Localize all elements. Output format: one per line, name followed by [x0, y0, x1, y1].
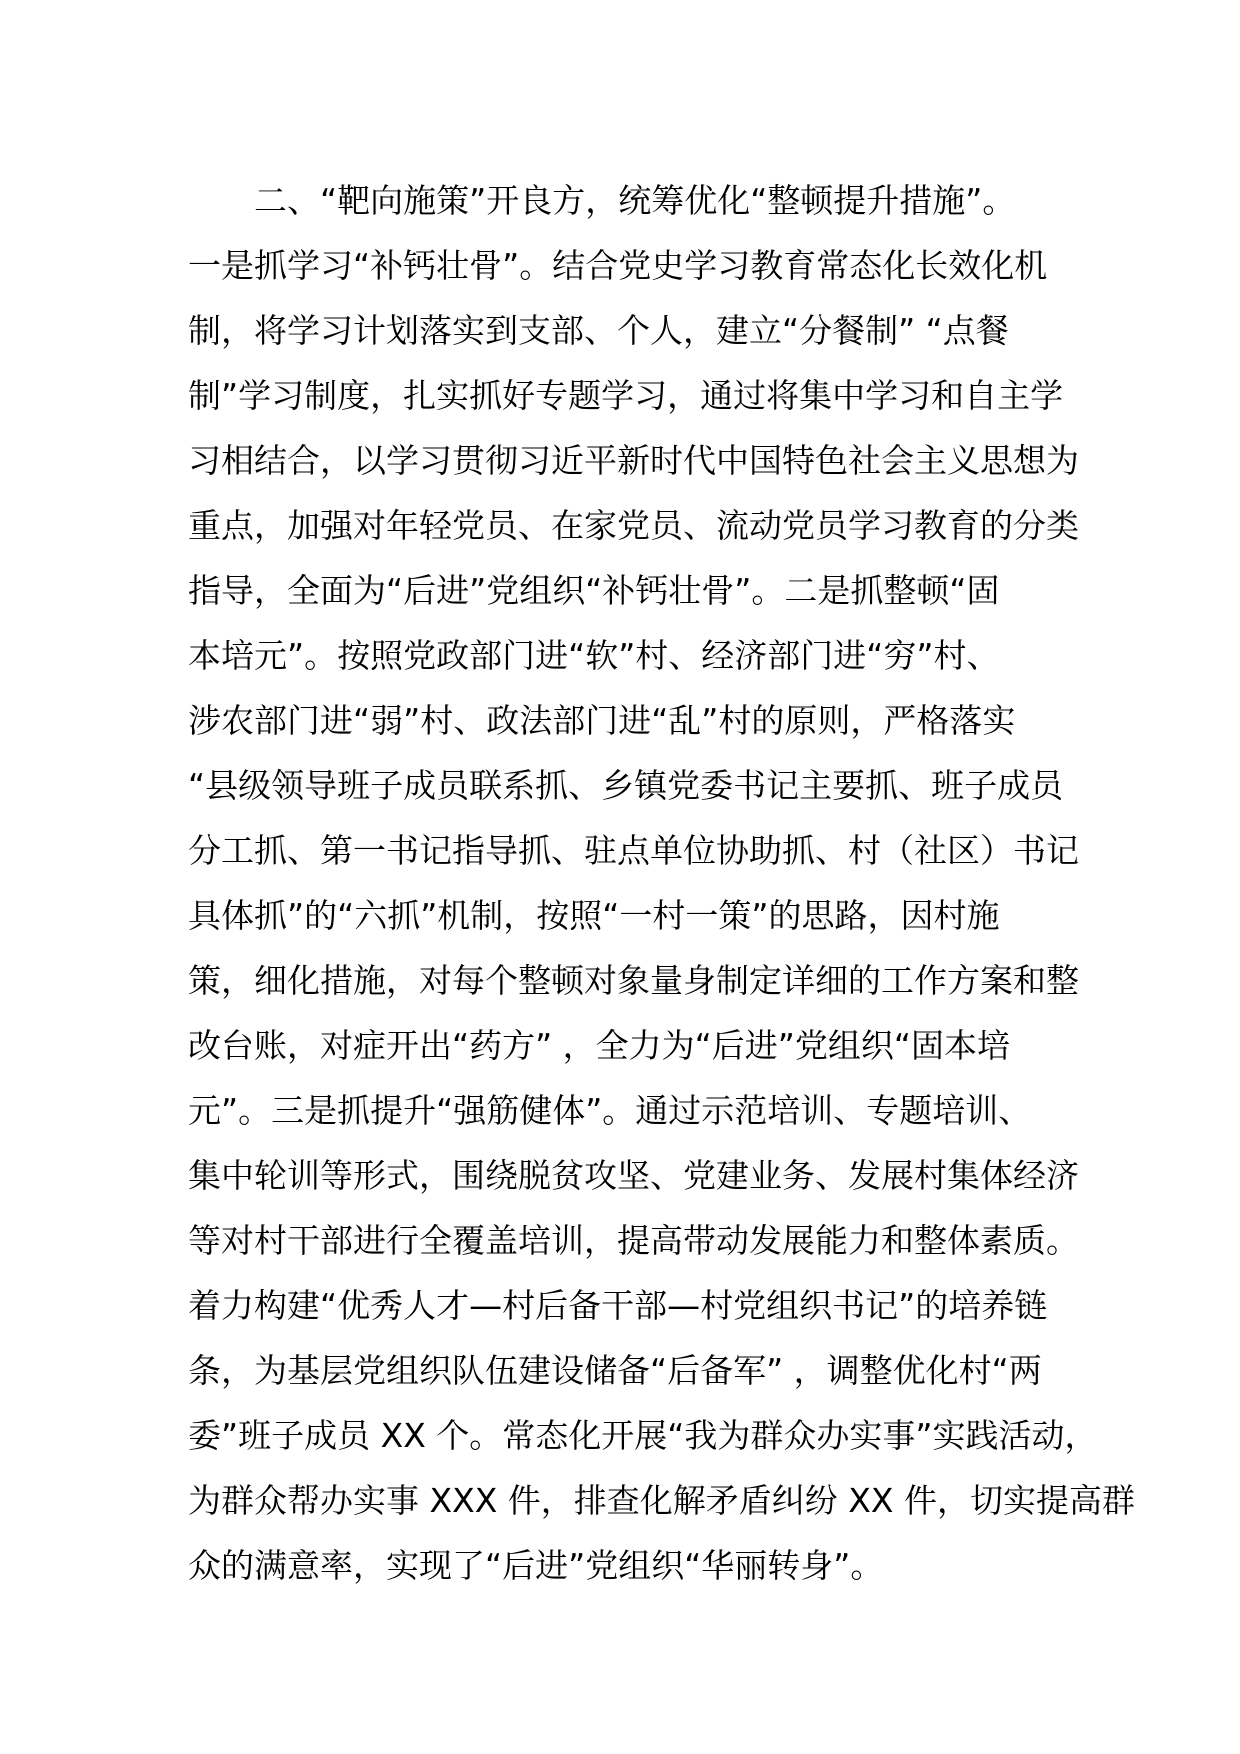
- paragraph-line: 本培元”。按照党政部门进“软”村、经济部门进“穷”村、: [188, 636, 1000, 675]
- paragraph-line: 为群众帮办实事 XXX 件，排查化解矛盾纠纷 XX 件，切实提高群: [188, 1481, 1135, 1520]
- paragraph-line: 委”班子成员 XX 个。常态化开展“我为群众办实事”实践活动，: [188, 1416, 1098, 1455]
- paragraph-line: 元”。三是抓提升“强筋健体”。通过示范培训、专题培训、: [188, 1091, 1032, 1130]
- paragraph-line: 涉农部门进“弱”村、政法部门进“乱”村的原则，严格落实: [188, 701, 1016, 740]
- paragraph-line: 集中轮训等形式，围绕脱贫攻坚、党建业务、发展村集体经济: [188, 1156, 1079, 1195]
- paragraph-line: 习相结合，以学习贯彻习近平新时代中国特色社会主义思想为: [188, 441, 1079, 480]
- paragraph-line: 策，细化措施，对每个整顿对象量身制定详细的工作方案和整: [188, 961, 1079, 1000]
- paragraph-line: 制”学习制度，扎实抓好专题学习，通过将集中学习和自主学: [188, 376, 1064, 415]
- paragraph-line: “县级领导班子成员联系抓、乡镇党委书记主要抓、班子成员: [188, 766, 1064, 805]
- paragraph-line: 重点，加强对年轻党员、在家党员、流动党员学习教育的分类: [188, 506, 1079, 545]
- paragraph-line: 改台账，对症开出“药方” ，全力为“后进”党组织“固本培: [188, 1026, 1010, 1065]
- paragraph-line: 着力构建“优秀人才—村后备干部—村党组织书记”的培养链: [188, 1286, 1048, 1325]
- paragraph-line: 指导，全面为“后进”党组织“补钙壮骨”。二是抓整顿“固: [188, 571, 1000, 610]
- paragraph-line: 条，为基层党组织队伍建设储备“后备军” ，调整优化村“两: [188, 1351, 1042, 1390]
- paragraph-line: 众的满意率，实现了“后进”党组织“华丽转身”。: [188, 1546, 884, 1585]
- paragraph-line: 一是抓学习“补钙壮骨”。结合党史学习教育常态化长效化机: [188, 246, 1048, 285]
- body-paragraph: [188, 168, 1135, 1598]
- paragraph-line: 具体抓”的“六抓”机制，按照“一村一策”的思路，因村施: [188, 896, 1000, 935]
- paragraph-line: 等对村干部进行全覆盖培训，提高带动发展能力和整体素质。: [188, 1221, 1079, 1260]
- paragraph-line: 制，将学习计划落实到支部、个人，建立“分餐制” “点餐: [188, 311, 1009, 350]
- paragraph-line: 二、“靶向施策”开良方，统筹优化“整顿提升措施”。: [254, 181, 1016, 220]
- paragraph-line: 分工抓、第一书记指导抓、驻点单位协助抓、村（社区）书记: [188, 831, 1079, 870]
